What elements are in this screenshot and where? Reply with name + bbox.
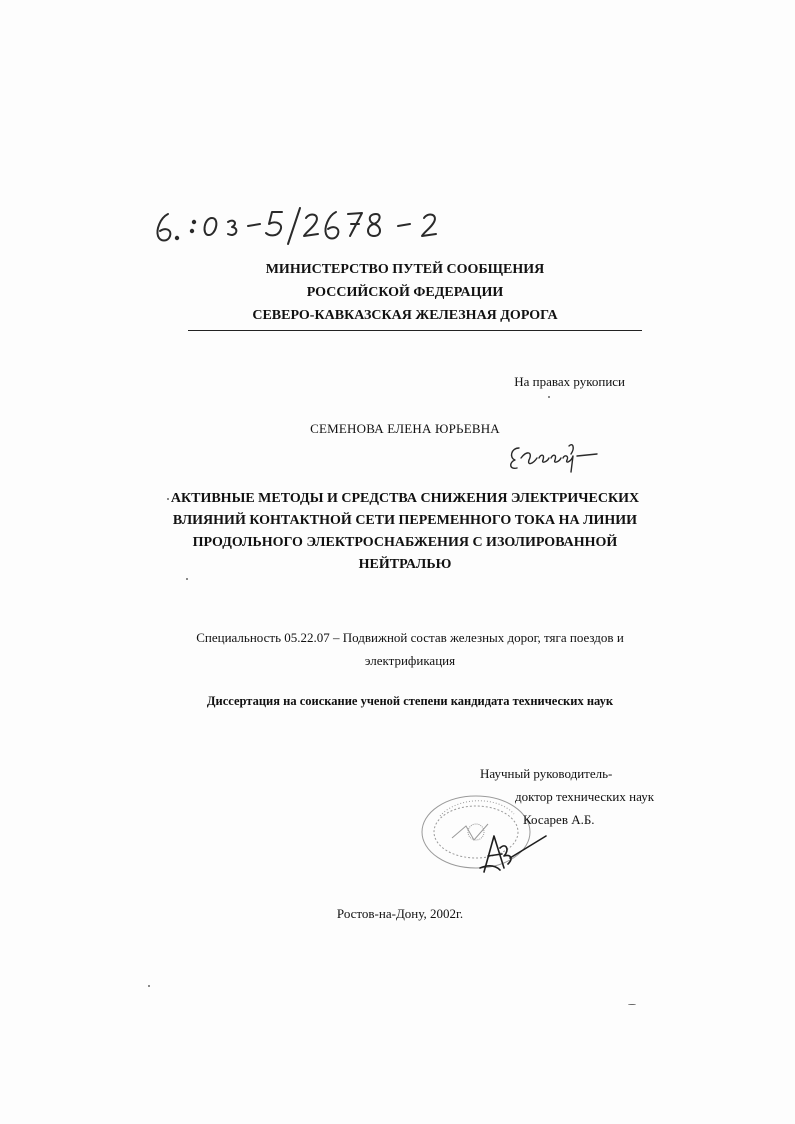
title-line-2: ВЛИЯНИЙ КОНТАКТНОЙ СЕТИ ПЕРЕМЕННОГО ТОКА НА ЛИНИИ: [172, 513, 638, 528]
author-signature: [505, 438, 600, 474]
place-and-year: Ростов-на-Дону, 2002г.: [336, 906, 464, 921]
header-divider: [188, 330, 642, 331]
scan-speck: [628, 1004, 636, 1005]
ministry-line-1: МИНИСТЕРСТВО ПУТЕЙ СООБЩЕНИЯ: [265, 262, 545, 277]
scan-speck: [186, 578, 188, 580]
scan-speck: [548, 396, 550, 398]
supervisor-role: Научный руководитель-: [480, 766, 613, 781]
supervisor-degree: доктор технических наук: [515, 789, 655, 804]
degree-statement: Диссертация на соискание ученой степени кандидата технических наук: [206, 694, 614, 708]
scan-speck: [167, 498, 169, 500]
archive-code-text: 6. :03-5/2678-2: [150, 200, 157, 201]
rights-note: На правах рукописи: [514, 374, 625, 389]
dissertation-title: [160, 488, 650, 576]
title-line-4: НЕЙТРАЛЬЮ: [358, 557, 452, 572]
handwritten-archive-code: [150, 200, 470, 250]
ministry-line-2: РОССИЙСКОЙ ФЕДЕРАЦИИ: [306, 285, 504, 300]
supervisor-signature: [470, 828, 550, 878]
supervisor-name: Косарев А.Б.: [523, 812, 595, 827]
title-line-1: АКТИВНЫЕ МЕТОДЫ И СРЕДСТВА СНИЖЕНИЯ ЭЛЕКТРИЧЕСКИХ: [170, 491, 640, 506]
ministry-line-3: СЕВЕРО-КАВКАЗСКАЯ ЖЕЛЕЗНАЯ ДОРОГА: [252, 308, 558, 323]
ministry-header: [150, 258, 660, 327]
title-line-3: ПРОДОЛЬНОГО ЭЛЕКТРОСНАБЖЕНИЯ С ИЗОЛИРОВАННОЙ: [192, 535, 618, 550]
supervisor-block: [465, 762, 655, 831]
specialty: [170, 626, 650, 672]
specialty-line-1: Специальность 05.22.07 – Подвижной состав железных дорог, тяга поездов и: [196, 630, 624, 645]
author-name: СЕМЕНОВА ЕЛЕНА ЮРЬЕВНА: [310, 421, 500, 436]
scan-speck: [148, 985, 150, 987]
specialty-line-2: электрификация: [364, 653, 456, 668]
